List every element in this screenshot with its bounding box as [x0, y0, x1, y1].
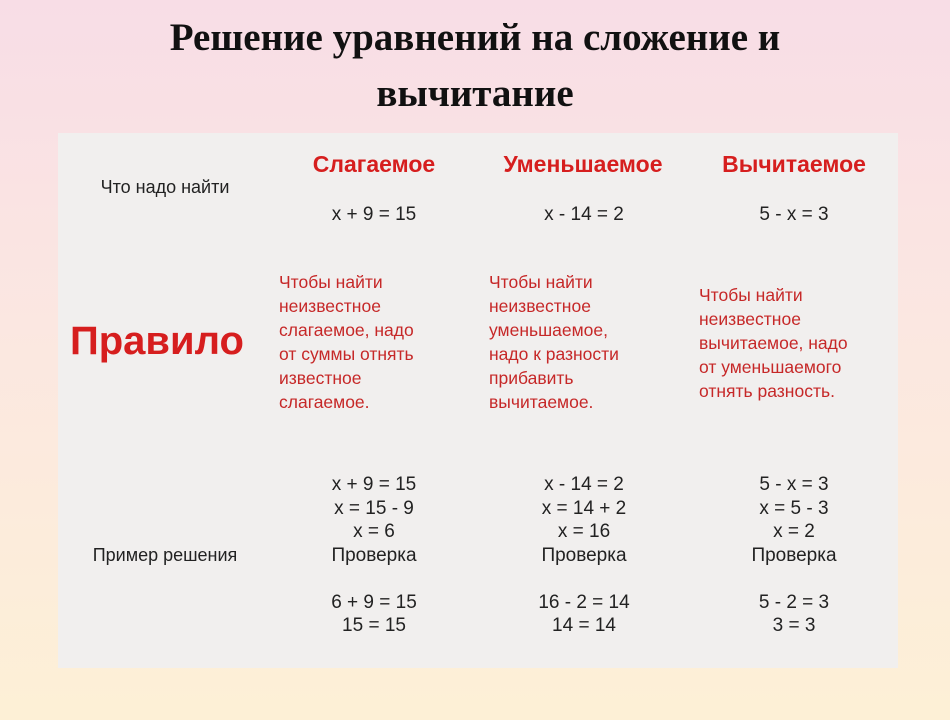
page-title	[0, 10, 950, 122]
column-header-minuend: Уменьшаемое	[503, 151, 663, 177]
row-label-find: Что надо найти	[100, 177, 230, 197]
rule-text-subtrahend	[699, 283, 894, 403]
column-header-subtrahend: Вычитаемое	[722, 151, 866, 177]
solution-line: 15 = 15	[342, 615, 406, 636]
solution-addend	[274, 473, 474, 638]
rule-line: вычитаемое.	[489, 392, 594, 412]
rule-line: от суммы отнять	[279, 344, 414, 364]
rule-line: надо к разности	[489, 344, 619, 364]
rule-line: слагаемое, надо	[279, 320, 414, 340]
solution-line: х = 15 - 9	[334, 497, 414, 519]
solution-line: 16 - 2 = 14	[538, 591, 630, 613]
equation-addend: х + 9 = 15	[331, 204, 417, 225]
solution-line: х = 16	[557, 521, 611, 542]
solution-line: х = 5 - 3	[759, 497, 829, 519]
solution-line: 5 - х = 3	[759, 474, 829, 495]
check-label: Проверка	[541, 544, 627, 566]
solution-line: 3 = 3	[772, 615, 816, 636]
solution-line: х - 14 = 2	[544, 474, 624, 495]
rule-line: неизвестное	[489, 296, 591, 316]
solution-line: 6 + 9 = 15	[331, 591, 417, 613]
rule-line: Чтобы найти	[279, 272, 383, 292]
rule-line: известное	[279, 368, 362, 388]
rule-line: вычитаемое, надо	[699, 333, 848, 353]
solution-line: 14 = 14	[552, 615, 616, 636]
rule-line: Чтобы найти	[489, 272, 593, 292]
rule-line: неизвестное	[699, 309, 801, 329]
solution-line: х = 2	[773, 521, 815, 542]
solution-subtrahend	[694, 473, 894, 638]
rule-text-minuend	[489, 270, 679, 414]
column-header-addend: Слагаемое	[312, 151, 436, 177]
solution-line: х = 6	[353, 521, 395, 542]
check-label: Проверка	[751, 544, 837, 566]
rule-line: неизвестное	[279, 296, 381, 316]
rule-line: прибавить	[489, 368, 574, 388]
solution-line	[694, 567, 894, 591]
equation-subtrahend: 5 - х = 3	[759, 204, 829, 225]
rule-line: отнять разность.	[699, 381, 835, 401]
title-line-1: Решение уравнений на сложение и	[169, 16, 781, 59]
row-label-example: Пример решения	[92, 545, 238, 565]
solution-line: х + 9 = 15	[331, 474, 417, 495]
row-label-rule: Правило	[70, 319, 244, 363]
rule-line: от уменьшаемого	[699, 357, 842, 377]
rule-line: Чтобы найти	[699, 285, 803, 305]
rule-line: уменьшаемое,	[489, 320, 608, 340]
rule-text-addend	[279, 270, 469, 414]
solution-line	[484, 567, 684, 591]
solution-line	[274, 567, 474, 591]
solution-line: 5 - 2 = 3	[758, 591, 830, 613]
solution-line: х = 14 + 2	[541, 497, 627, 519]
rule-line: слагаемое.	[279, 392, 370, 412]
equation-minuend: х - 14 = 2	[544, 204, 624, 225]
check-label: Проверка	[331, 544, 417, 566]
title-line-2: вычитание	[376, 72, 574, 115]
solution-minuend	[484, 473, 684, 638]
